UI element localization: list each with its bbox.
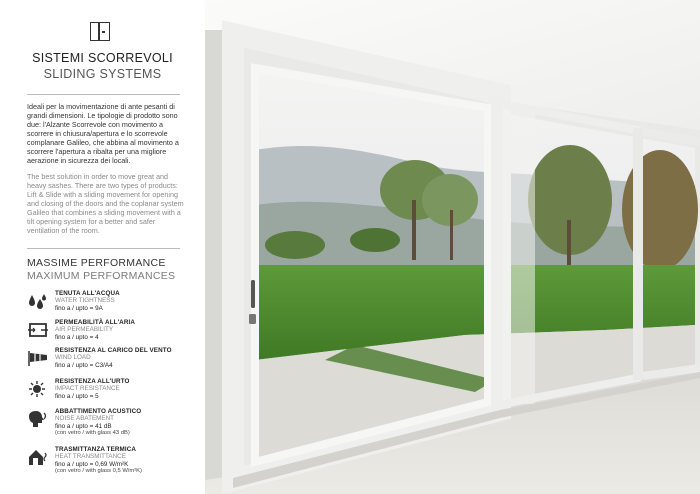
air-flow-icon xyxy=(27,321,49,339)
text-panel xyxy=(0,0,205,494)
spec-value: fino a / upto = 4 xyxy=(55,333,99,341)
spec-water-tightness xyxy=(27,290,187,322)
door-handle xyxy=(251,280,255,308)
divider-top xyxy=(27,94,180,95)
intro-text-italian: Ideali per la movimentazione di ante pesanti di grandi dimensioni. Le tipologie di prodotto sono due: l'Alzante Scorrevole con movimento a scorrere in chiusura/apertura e lo scorrevole complanare Galileo, che abbina al movimento a scorrere l'apertura a ribalta per una migliore aerazione in sicurezza dei locali. xyxy=(27,102,179,165)
spec-name-italian: RESISTENZA AL CARICO DEL VENTO xyxy=(55,347,172,354)
spec-wind-load xyxy=(27,347,187,379)
spec-value-glass: (con vetro / with glass 43 dB) xyxy=(55,430,130,437)
spec-noise-abatement xyxy=(27,408,187,440)
sound-head-icon xyxy=(27,410,49,428)
performance-title-english: MAXIMUM PERFORMANCES xyxy=(27,270,176,282)
spec-value: fino a / upto = 9A xyxy=(55,304,103,312)
bushes xyxy=(265,231,325,259)
water-drops-icon xyxy=(27,292,49,310)
spec-value: fino a / upto = C3/A4 xyxy=(55,361,113,369)
performance-title-italian: MASSIME PERFORMANCE xyxy=(27,257,166,269)
spec-name-english: HEAT TRANSMITTANCE xyxy=(55,453,126,461)
door-mullion xyxy=(491,95,503,413)
spec-name-english: WATER TIGHTNESS xyxy=(55,297,115,305)
spec-impact-resistance xyxy=(27,378,187,410)
spec-name-italian: PERMEABILITÀ ALL'ARIA xyxy=(55,319,135,326)
column-reflection xyxy=(503,104,535,404)
spec-heat-transmittance xyxy=(27,446,187,478)
intro-text-english: The best solution in order to move great and heavy sashes. There are two types of products: Lift & Slide with a sliding movement for opening and closing of the doors and the coplanar system Galileo that combines a sliding movement with a tilt opening system for a better and safer ventilation of the room. xyxy=(27,172,184,235)
spec-value: fino a / upto = 5 xyxy=(55,392,99,400)
spec-name-italian: RESISTENZA ALL'URTO xyxy=(55,378,130,385)
spec-name-english: WIND LOAD xyxy=(55,354,91,362)
divider-performance xyxy=(27,248,180,249)
spec-value-glass: (con vetro / with glass 0,5 W/m²K) xyxy=(55,468,142,475)
thermal-house-icon xyxy=(27,448,49,466)
photo-illustration xyxy=(205,0,700,494)
impact-burst-icon xyxy=(27,380,49,398)
title-italian: SISTEMI SCORREVOLI xyxy=(32,51,173,65)
spec-name-english: NOISE ABATEMENT xyxy=(55,415,115,423)
spec-name-english: AIR PERMEABILITY xyxy=(55,326,114,334)
spec-name-italian: TRASMITTANZA TERMICA xyxy=(55,446,137,453)
wind-sock-icon xyxy=(27,349,49,367)
window-logo-icon xyxy=(90,22,110,41)
sliding-door-photo xyxy=(205,0,700,494)
spec-name-italian: TENUTA ALL'ACQUA xyxy=(55,290,120,297)
spec-value: fino a / upto = 0,69 W/m²K xyxy=(55,460,129,468)
spec-name-italian: ABBATTIMENTO ACUSTICO xyxy=(55,408,142,415)
spec-value: fino a / upto = 41 dB xyxy=(55,422,112,430)
spec-name-english: IMPACT RESISTANCE xyxy=(55,385,120,393)
title-english: SLIDING SYSTEMS xyxy=(43,67,162,81)
